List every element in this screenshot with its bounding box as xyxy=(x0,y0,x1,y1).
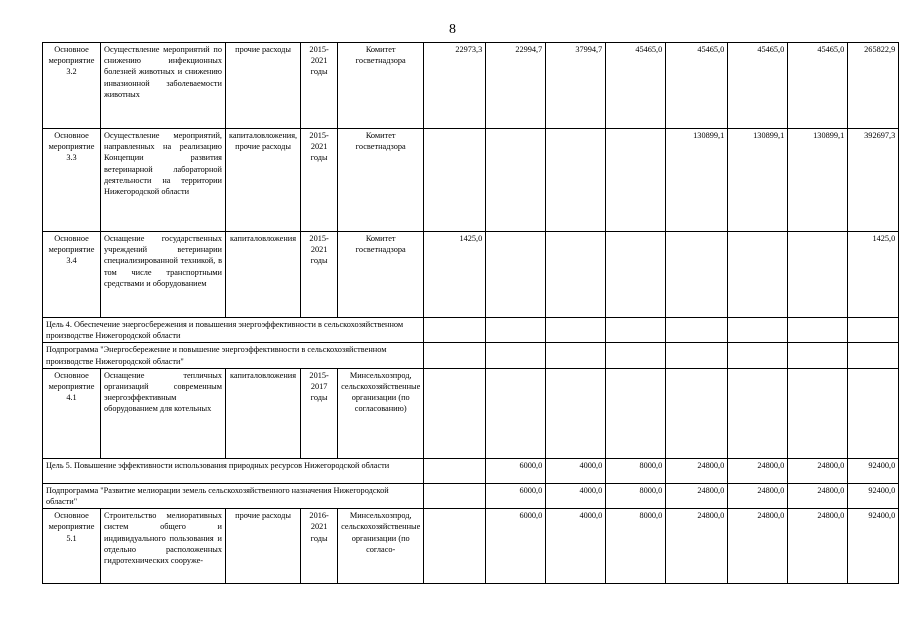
amount-cell: 22994,7 xyxy=(486,43,546,129)
executor-cell: Минсельхозпрод, сельскохозяйственные организации (по согласо- xyxy=(338,509,424,584)
amount-cell: 8000,0 xyxy=(606,483,666,508)
measure-name-cell: Основное мероприятие 3.4 xyxy=(43,232,101,318)
amount-cell: 4000,0 xyxy=(546,509,606,584)
goal-title-cell: Цель 5. Повышение эффективности использования природных ресурсов Нижегородской области xyxy=(43,458,424,483)
amount-cell xyxy=(606,129,666,232)
amount-cell xyxy=(424,368,486,458)
executor-cell: Комитет госветнадзора xyxy=(338,129,424,232)
amount-cell xyxy=(424,483,486,508)
years-cell: 2015-2017 годы xyxy=(301,368,338,458)
amount-cell: 22973,3 xyxy=(424,43,486,129)
measure-name-cell: Основное мероприятие 5.1 xyxy=(43,509,101,584)
amount-cell xyxy=(546,368,606,458)
goal-row xyxy=(43,343,899,368)
years-cell: 2015-2021 годы xyxy=(301,43,338,129)
amount-cell: 24800,0 xyxy=(666,483,728,508)
measure-row xyxy=(43,368,899,458)
executor-cell: Комитет госветнадзора xyxy=(338,43,424,129)
amount-cell: 8000,0 xyxy=(606,458,666,483)
amount-cell xyxy=(728,318,788,343)
amount-cell: 24800,0 xyxy=(728,458,788,483)
amount-cell xyxy=(728,343,788,368)
expense-type-cell: капиталовложения, прочие расходы xyxy=(226,129,301,232)
page-number: 8 xyxy=(449,22,456,37)
amount-cell: 265822,9 xyxy=(848,43,899,129)
amount-cell xyxy=(606,318,666,343)
amount-cell xyxy=(486,368,546,458)
amount-cell: 37994,7 xyxy=(546,43,606,129)
budget-table xyxy=(42,42,899,584)
goal-row xyxy=(43,458,899,483)
amount-cell: 4000,0 xyxy=(546,458,606,483)
amount-cell: 8000,0 xyxy=(606,509,666,584)
amount-cell xyxy=(788,343,848,368)
measure-row xyxy=(43,232,899,318)
amount-cell xyxy=(666,368,728,458)
expense-type-cell: прочие расходы xyxy=(226,509,301,584)
amount-cell: 45465,0 xyxy=(788,43,848,129)
amount-cell: 92400,0 xyxy=(848,458,899,483)
expense-type-cell: прочие расходы xyxy=(226,43,301,129)
goal-title-cell: Подпрограмма "Развитие мелиорации земель сельскохозяйственного назначения Нижегородской области" xyxy=(43,483,424,508)
amount-cell: 130899,1 xyxy=(666,129,728,232)
years-cell: 2015-2021 годы xyxy=(301,232,338,318)
measure-description-cell: Осуществление мероприятий по снижению инфекционных болезней животных и снижению инвазионной заболеваемости животных xyxy=(101,43,226,129)
goal-title-cell: Цель 4. Обеспечение энергосбережения и повышения энергоэффективности в сельскохозяйственном производстве Нижегородской области xyxy=(43,318,424,343)
expense-type-cell: капиталовложения xyxy=(226,368,301,458)
expense-type-cell: капиталовложения xyxy=(226,232,301,318)
amount-cell xyxy=(424,318,486,343)
amount-cell xyxy=(424,509,486,584)
amount-cell: 6000,0 xyxy=(486,509,546,584)
amount-cell: 6000,0 xyxy=(486,483,546,508)
amount-cell xyxy=(848,343,899,368)
amount-cell: 92400,0 xyxy=(848,483,899,508)
measure-description-cell: Строительство мелиоративных систем общего и индивидуального пользования и отдельно расположенных гидротехнических сооруже- xyxy=(101,509,226,584)
amount-cell xyxy=(486,318,546,343)
amount-cell xyxy=(546,232,606,318)
amount-cell: 24800,0 xyxy=(788,509,848,584)
amount-cell xyxy=(486,343,546,368)
amount-cell: 130899,1 xyxy=(788,129,848,232)
measure-row xyxy=(43,129,899,232)
amount-cell xyxy=(486,232,546,318)
amount-cell: 45465,0 xyxy=(606,43,666,129)
amount-cell xyxy=(546,318,606,343)
amount-cell: 92400,0 xyxy=(848,509,899,584)
years-cell: 2016-2021 годы xyxy=(301,509,338,584)
amount-cell: 24800,0 xyxy=(728,483,788,508)
amount-cell: 4000,0 xyxy=(546,483,606,508)
amount-cell: 24800,0 xyxy=(728,509,788,584)
amount-cell xyxy=(546,343,606,368)
amount-cell xyxy=(546,129,606,232)
measure-name-cell: Основное мероприятие 4.1 xyxy=(43,368,101,458)
amount-cell: 24800,0 xyxy=(788,458,848,483)
amount-cell xyxy=(788,318,848,343)
measure-row xyxy=(43,509,899,584)
amount-cell xyxy=(848,368,899,458)
amount-cell xyxy=(606,343,666,368)
table-body xyxy=(43,43,899,584)
amount-cell xyxy=(666,343,728,368)
amount-cell xyxy=(424,343,486,368)
amount-cell: 45465,0 xyxy=(666,43,728,129)
goal-row xyxy=(43,483,899,508)
amount-cell: 24800,0 xyxy=(666,509,728,584)
amount-cell: 1425,0 xyxy=(424,232,486,318)
goal-title-cell: Подпрограмма "Энергосбережение и повышение энергоэффективности в сельскохозяйственном производстве Нижегородской области" xyxy=(43,343,424,368)
executor-cell: Минсельхозпрод, сельскохозяйственные организации (по согласованию) xyxy=(338,368,424,458)
amount-cell xyxy=(486,129,546,232)
amount-cell xyxy=(424,458,486,483)
measure-row xyxy=(43,43,899,129)
amount-cell xyxy=(666,232,728,318)
years-cell: 2015-2021 годы xyxy=(301,129,338,232)
amount-cell xyxy=(728,232,788,318)
measure-description-cell: Осуществление мероприятий, направленных на реализацию Концепции развития ветеринарной лабораторной деятельности на территории Нижегородской области xyxy=(101,129,226,232)
amount-cell xyxy=(606,368,666,458)
amount-cell xyxy=(606,232,666,318)
amount-cell xyxy=(728,368,788,458)
measure-description-cell: Оснащение государственных учреждений ветеринарии специализированной техникой, в том числе транспортными средствами и оборудованием xyxy=(101,232,226,318)
amount-cell: 24800,0 xyxy=(666,458,728,483)
amount-cell: 6000,0 xyxy=(486,458,546,483)
amount-cell: 392697,3 xyxy=(848,129,899,232)
amount-cell: 45465,0 xyxy=(728,43,788,129)
measure-description-cell: Оснащение тепличных организаций современным энергоэффективным оборудованием для котельных xyxy=(101,368,226,458)
amount-cell xyxy=(788,232,848,318)
amount-cell: 130899,1 xyxy=(728,129,788,232)
amount-cell: 24800,0 xyxy=(788,483,848,508)
goal-row xyxy=(43,318,899,343)
amount-cell xyxy=(848,318,899,343)
executor-cell: Комитет госветнадзора xyxy=(338,232,424,318)
measure-name-cell: Основное мероприятие 3.3 xyxy=(43,129,101,232)
amount-cell xyxy=(424,129,486,232)
amount-cell: 1425,0 xyxy=(848,232,899,318)
amount-cell xyxy=(788,368,848,458)
measure-name-cell: Основное мероприятие 3.2 xyxy=(43,43,101,129)
amount-cell xyxy=(666,318,728,343)
